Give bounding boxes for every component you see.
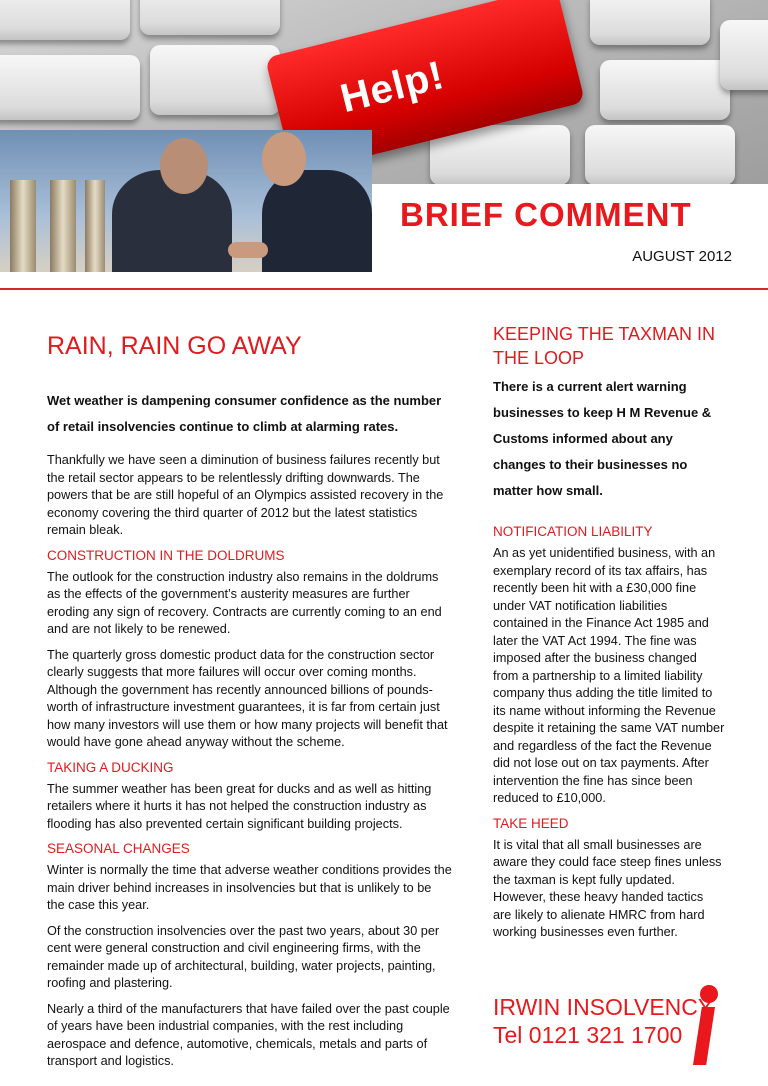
pillar: [85, 180, 105, 272]
section-title-notification: NOTIFICATION LIABILITY: [493, 524, 653, 539]
header-divider: [0, 288, 768, 290]
help-key-label: Help!: [336, 52, 449, 122]
main-article: [47, 330, 452, 1079]
keyboard-key: [0, 55, 140, 120]
keyboard-key: [585, 125, 735, 184]
section-paragraph: The quarterly gross domestic product data for the construction sector clearly suggests that more failures will occur over coming months. Although the government has recently announced billions of pounds-worth of infrastructure investment guarantees, it is far from certain just how many investors will use them or how many projects will benefit that would have gone ahead anyway without the scheme.: [47, 647, 448, 749]
section-title-take-heed: TAKE HEED: [493, 815, 569, 831]
section-paragraph: Of the construction insolvencies over the past two years, about 30 per cent were general construction and civil engineering firms, with the remainder made up of architectural, building, water projects, painting, roofing and plastering.: [47, 923, 440, 990]
section-paragraph: The outlook for the construction industry also remains in the doldrums as the effects of the government’s austerity measures are further eroding any sign of recovery. Contracts are currently coming to an end and are not likely to be renewed.: [47, 569, 442, 636]
article-lead: Wet weather is dampening consumer confidence as the number of retail insolvencies continue to climb at alarming rates.: [47, 393, 442, 434]
article-headline: RAIN, RAIN GO AWAY: [47, 332, 302, 360]
keyboard-key: [150, 45, 280, 115]
irwin-insolvency-logo: [493, 985, 733, 1065]
company-name: IRWIN INSOLVENCY: [493, 994, 714, 1020]
businessmen-handshake-photo: [0, 130, 372, 272]
issue-date: AUGUST 2012: [632, 248, 732, 265]
side-lead: There is a current alert warning businesses to keep H M Revenue & Customs informed about any changes to their businesses no matter how small.: [493, 379, 712, 498]
keyboard-key: [600, 60, 730, 120]
handshake: [228, 242, 268, 258]
side-article: [493, 322, 725, 950]
company-telephone: Tel 0121 321 1700: [493, 1022, 683, 1048]
article-intro: Thankfully we have seen a diminution of business failures recently but the retail sector appears to be relentlessly drifting downwards. The powers that be are still hopeful of an Olympics assisted recovery in the economy covering the third quarter of 2012 but the latest statistics remain bleak.: [47, 453, 444, 537]
businessman-left-head: [160, 138, 208, 194]
section-paragraph: Winter is normally the time that adverse weather conditions provides the main driver behind increases in insolvencies but that is unlikely to be the case this year.: [47, 863, 452, 912]
keyboard-key: [0, 0, 130, 40]
section-title-construction: CONSTRUCTION IN THE DOLDRUMS: [47, 547, 285, 563]
section-title-ducking: TAKING A DUCKING: [47, 759, 174, 775]
section-paragraph: An as yet unidentified business, with an exemplary record of its tax affairs, has recently been hit with a £30,000 fine under VAT notification liabilities contained in the Finance Act 1985 and later the VAT Act 1994. The fine was imposed after the business changed from a partnership to a limited liability company thus adding the title limited to its name without informing the Revenue despite it retaining the same VAT number and regardless of the fact the Revenue did not lose out on tax payments. After intervention the fine has since been reduced to £10,000.: [493, 546, 725, 805]
section-title-seasonal: SEASONAL CHANGES: [47, 841, 190, 856]
section-paragraph: It is vital that all small businesses are aware they could face steep fines unless the taxman is kept fully updated. However, these heavy handed tactics are likely to alienate HMRC from hard working businesses even further.: [493, 837, 722, 939]
keyboard-key: [140, 0, 280, 35]
businessman-right-head: [262, 132, 306, 186]
section-paragraph: The summer weather has been great for ducks and as well as hitting retailers where it hurts it has not helped the construction industry as flooding has also prevented certain significant building projects.: [47, 781, 432, 831]
section-paragraph: Nearly a third of the manufacturers that have failed over the past couple of years have been industrial companies, with the rest including aerospace and defence, automotive, chemicals, metals and parts of transport and logistics.: [47, 1001, 450, 1068]
pillar: [10, 180, 36, 272]
pillar: [50, 180, 76, 272]
side-headline: KEEPING THE TAXMAN IN THE LOOP: [493, 324, 716, 368]
keyboard-key: [590, 0, 710, 45]
newsletter-title: BRIEF COMMENT: [400, 196, 692, 233]
keyboard-key: [720, 20, 768, 90]
